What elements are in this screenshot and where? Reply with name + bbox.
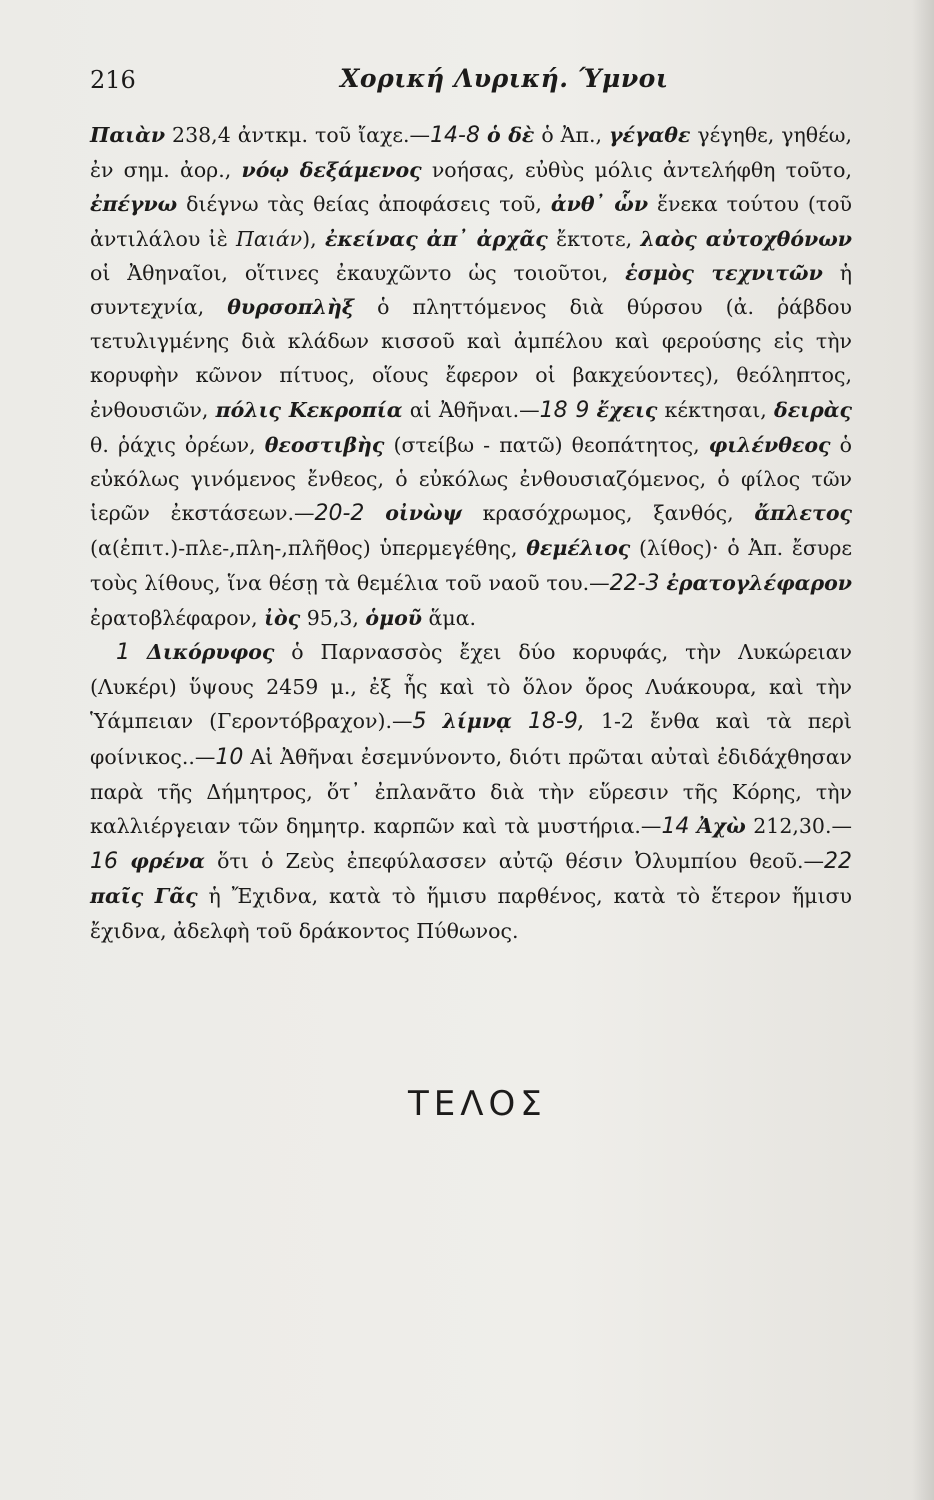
lemma: ἑσμὸς τεχνιτῶν [625,260,823,285]
commentary-body [90,118,852,948]
gloss: Αἱ Ἀθῆναι ἐσεμνύνοντο, διότι πρῶται αὐταὶ ἐδιδάχθησαν παρὰ τῆς Δήμητρος, ὅτ᾽ ἐπλανᾶτο διὰ τὴν εὕρεσιν τῆς Κόρης, τὴν καλλιέργειαν τῶν δημητρ. καρπῶν καὶ τὰ μυστήρια.— [90,744,852,839]
lemma: ἐκείνας ἀπ᾽ ἀρχᾶς [324,226,548,251]
lemma: ἄπλετος [754,501,852,526]
gloss: ἔκτοτε, [547,226,641,251]
line-ref: 18-9, [527,709,585,735]
lemma: ἐπέγνω [90,192,178,217]
line-ref: 14 [661,814,690,840]
line-ref: 22 [824,849,852,875]
lemma: ἐρατογλέφαρον [666,570,852,595]
gloss: ὁ Ἀπ., [534,123,609,147]
gloss: ἡ Ἔχιδνα, κατὰ τὸ ἥμισυ παρθένος, κατὰ τὸ ἕτερον ἥμισυ ἔχιδνα, ἀδελφὴ τοῦ δράκοντος Πύθωνος. [90,884,852,943]
line-ref: 10 [215,744,244,770]
line-ref: 18 9 [539,397,590,423]
line-ref: 5 [412,709,427,735]
line-ref: 16 [90,849,118,875]
page-number: 216 [90,66,136,94]
gloss: νοήσας, εὐθὺς μόλις ἀντελήφθη τοῦτο, [421,158,853,183]
lemma: ὁμοῦ [365,605,422,630]
spacer [426,709,442,733]
spacer [480,123,487,147]
lemma: φιλένθεος [708,432,831,457]
lemma: λαὸς αὐτοχθόνων [640,226,852,251]
lemma: Δικόρυφος [146,640,275,665]
line-ref: 20-2 [314,501,365,527]
lemma: νόῳ δεξάμενος [241,158,422,183]
gloss: ὁ εὐκόλως γινόμενος ἔνθεος, ὁ εὐκόλως ἐνθουσιαζόμενος, ὁ φίλος τῶν ἱερῶν ἐκστάσεων.— [90,432,852,526]
gloss: ἡ συντεχνία, [90,260,852,320]
spacer [689,814,696,838]
lemma: οἰνὼψ [385,501,462,526]
gloss: οἱ Ἀθηναῖοι, οἵτινες ἐκαυχῶντο ὡς τοιοῦτοι, [90,260,626,285]
gloss: ὁ Παρνασσὸς ἔχει δύο κορυφάς, τὴν Λυκώρειαν (Λυκέρι) ὕψους 2459 μ., ἐξ ἧς καὶ τὸ ὅλον ὄρος Λυάκουρα, καὶ τὴν Ὑάμπειαν (Γεροντόβραχον).— [90,640,852,734]
gloss: (α(ἐπιτ.)-πλε-,πλη-,πλῆθος) ὑπερμεγέθης, [90,536,527,561]
lemma: θυρσοπλὴξ [227,295,354,320]
lemma: λίμνᾳ [442,709,512,734]
lemma: δειρὰς [774,397,852,422]
gloss: 95,3, [300,605,366,630]
gloss: γέγηθε, γηθέω, ἐν σημ. ἀορ., [90,123,852,183]
lemma: ὁ δὲ [486,123,535,147]
spine-shadow [912,0,934,1500]
spacer [130,640,147,664]
gloss: ὅτι ὁ Ζεὺς ἐπεφύλασσεν αὐτῷ θέσιν Ὀλυμπίου θεοῦ.— [204,849,824,874]
cross-ref: Παιάν [236,226,303,251]
lemma: ἔχεις [596,397,658,422]
gloss: ἕνεκα τούτου (τοῦ ἀντιλάλου ἰὲ [90,192,852,251]
lemma: Παιὰν [90,123,166,147]
gloss: 238,4 ἀντκμ. τοῦ ἴαχε.— [165,123,431,147]
line-ref: 14-8 [430,123,480,148]
lemma: θεοστιβὴς [264,432,385,457]
gloss: (στείβω - πατῶ) θεοπάτητος, [384,432,709,457]
gloss: κρασόχρωμος, ξανθός, [461,501,755,526]
spacer [512,709,528,733]
gloss: ἅμα. [422,605,477,630]
commentary-paragraph [90,635,852,948]
lemma: ἀνθ᾽ ὧν [550,192,649,217]
lemma: Ἀχὼ [696,814,746,839]
gloss: αἱ Ἀθῆναι.— [402,397,540,422]
spacer [118,849,130,873]
end-mark: ΤΕΛΟΣ [408,1084,547,1124]
gloss: κέκτησαι, [657,397,775,422]
lemma: γέγαθε [608,123,691,147]
running-title: Χορική Λυρική. Ύμνοι [340,64,669,93]
line-ref: 1 [116,640,130,666]
page-header [90,62,850,102]
gloss: ), [302,226,325,251]
lemma: θεμέλιος [526,536,631,561]
lemma: φρένα [130,849,205,874]
line-ref: 22-3 [609,570,660,596]
gloss: 212,30.— [745,814,852,839]
gloss: ὁ πληττόμενος διὰ θύρσου (ἀ. ῥάβδου τετυλιγμένης διὰ κλάδων κισσοῦ καὶ ἀμπέλου καὶ φερούσης εἰς τὴν κορυφὴν κῶνον πίτυος, οἵους ἔφερον οἱ βακχεύοντες), θεόληπτος, ἐνθουσιῶν, [90,295,852,422]
gloss: διέγνω τὰς θείας ἀποφάσεις τοῦ, [177,192,551,217]
gloss: ἐρατοβλέφαρον, [90,605,265,630]
spacer [589,398,596,422]
spacer [364,501,385,525]
commentary-paragraph [90,118,852,635]
gloss: 1-2 ἔνθα καὶ τὰ περὶ φοίνικος..— [90,709,852,769]
lemma: παῖς Γᾶς [90,884,198,909]
gloss: θ. ῥάχις ὀρέων, [90,432,265,457]
lemma: πόλις Κεκροπία [215,397,403,422]
gloss: (λίθος)· ὁ Ἀπ. ἔσυρε τοὺς λίθους, ἵνα θέσῃ τὰ θεμέλια τοῦ ναοῦ του.— [90,536,853,595]
lemma: ἰὸς [264,605,301,630]
